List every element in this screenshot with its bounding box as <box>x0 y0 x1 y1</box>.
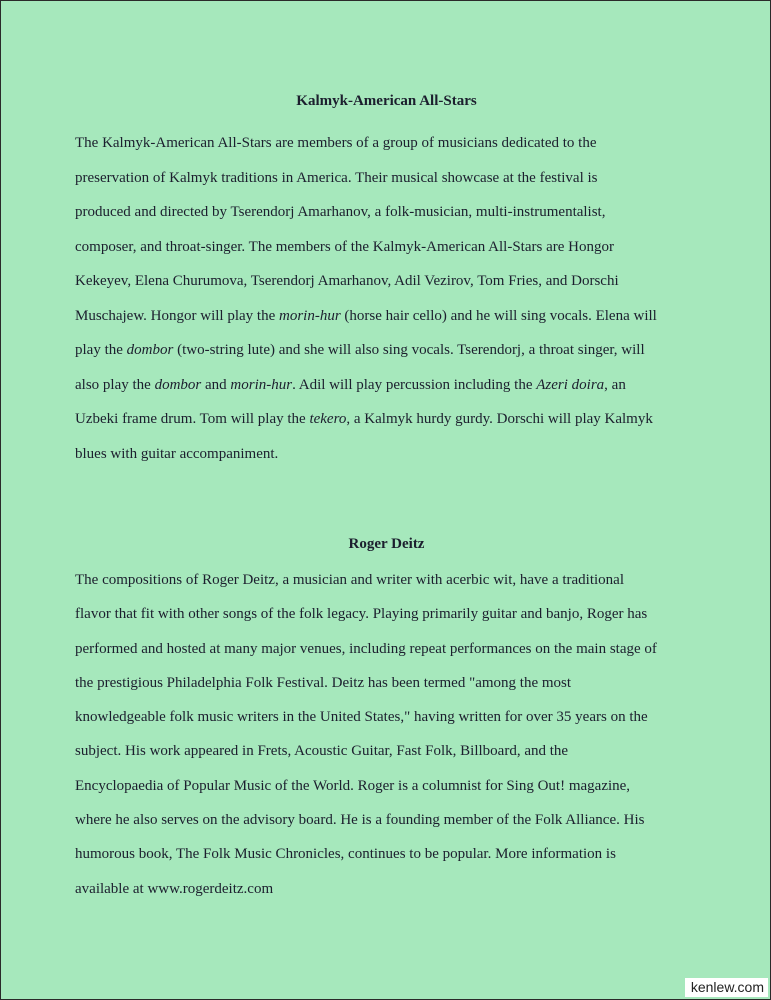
text-run: Muschajew. Hongor will play the <box>75 307 279 324</box>
text-run: blues with guitar accompaniment. <box>75 445 279 462</box>
text-line <box>75 734 715 768</box>
text-line <box>75 872 715 906</box>
text-line <box>75 195 715 230</box>
text-line <box>75 700 715 734</box>
text-line <box>75 126 715 161</box>
text-run: , a Kalmyk hurdy gurdy. Dorschi will play Kalmyk <box>346 411 653 427</box>
text-run: The Kalmyk-American All-Stars are members of a group of musicians dedicated to the <box>75 135 597 151</box>
text-line <box>75 563 715 597</box>
text-run: , an <box>604 376 626 393</box>
section-title-kalmyk: Kalmyk-American All-Stars <box>296 93 477 109</box>
text-line <box>75 264 715 299</box>
text-run: (horse hair cello) and he will sing vocals. Elena will <box>340 307 657 324</box>
text-run: also play the <box>75 376 155 393</box>
italic-term: Azeri doira <box>536 376 605 393</box>
text-run: the prestigious Philadelphia Folk Festival. Deitz has been termed "among the most <box>75 674 572 691</box>
text-line <box>75 803 715 837</box>
text-line <box>75 161 715 196</box>
text-line <box>75 333 715 368</box>
italic-term: dombor <box>126 342 174 358</box>
text-run: performed and hosted at many major venues, including repeat performances on the main stage of <box>75 640 657 657</box>
text-run: The compositions of Roger Deitz, a musician and writer with acerbic wit, have a traditional <box>75 572 624 588</box>
text-line <box>75 632 715 666</box>
text-run: (two-string lute) and she will also sing vocals. Tserendorj, a throat singer, will <box>173 342 645 358</box>
text-run: knowledgeable folk music writers in the United States," having written for over 35 years on the <box>75 709 648 726</box>
text-run: where he also serves on the advisory board. He is a founding member of the Folk Alliance. His <box>75 812 645 829</box>
text-run: humorous book, The Folk Music Chronicles, continues to be popular. More information is <box>75 846 616 863</box>
text-run: produced and directed by Tserendorj Amarhanov, a folk-musician, multi-instrumentalist, <box>75 204 606 220</box>
text-run: Kekeyev, Elena Churumova, Tserendorj Amarhanov, Adil Vezirov, Tom Fries, and Dorschi <box>75 273 619 289</box>
watermark-label: kenlew.com <box>685 978 768 997</box>
text-run: preservation of Kalmyk traditions in America. Their musical showcase at the festival is <box>75 169 598 186</box>
text-line <box>75 230 715 265</box>
text-line <box>75 437 715 472</box>
text-line <box>75 402 715 437</box>
text-run: . Adil will play percussion including the <box>292 376 537 393</box>
italic-term: morin-hur <box>230 376 293 393</box>
text-run: Encyclopaedia of Popular Music of the World. Roger is a columnist for Sing Out! magazine, <box>75 777 631 794</box>
paragraph-roger-deitz <box>75 563 715 906</box>
text-line <box>75 837 715 871</box>
text-line <box>75 368 715 403</box>
text-run: available at www.rogerdeitz.com <box>75 880 274 897</box>
text-line <box>75 666 715 700</box>
text-run: flavor that fit with other songs of the folk legacy. Playing primarily guitar and banjo, Roger has <box>75 606 648 623</box>
section-title-roger-deitz: Roger Deitz <box>348 536 425 552</box>
text-line <box>75 769 715 803</box>
text-run: play the <box>75 342 127 358</box>
text-line <box>75 597 715 631</box>
text-run: composer, and throat-singer. The members of the Kalmyk-American All-Stars are Hongor <box>75 238 614 255</box>
text-run: and <box>201 376 231 393</box>
italic-term: dombor <box>154 376 202 393</box>
text-run: subject. His work appeared in Frets, Acoustic Guitar, Fast Folk, Billboard, and the <box>75 743 569 760</box>
text-line <box>75 299 715 334</box>
italic-term: morin-hur <box>279 307 341 324</box>
italic-term: tekero <box>309 411 347 427</box>
text-run: Uzbeki frame drum. Tom will play the <box>75 411 310 427</box>
paragraph-kalmyk <box>75 126 715 471</box>
